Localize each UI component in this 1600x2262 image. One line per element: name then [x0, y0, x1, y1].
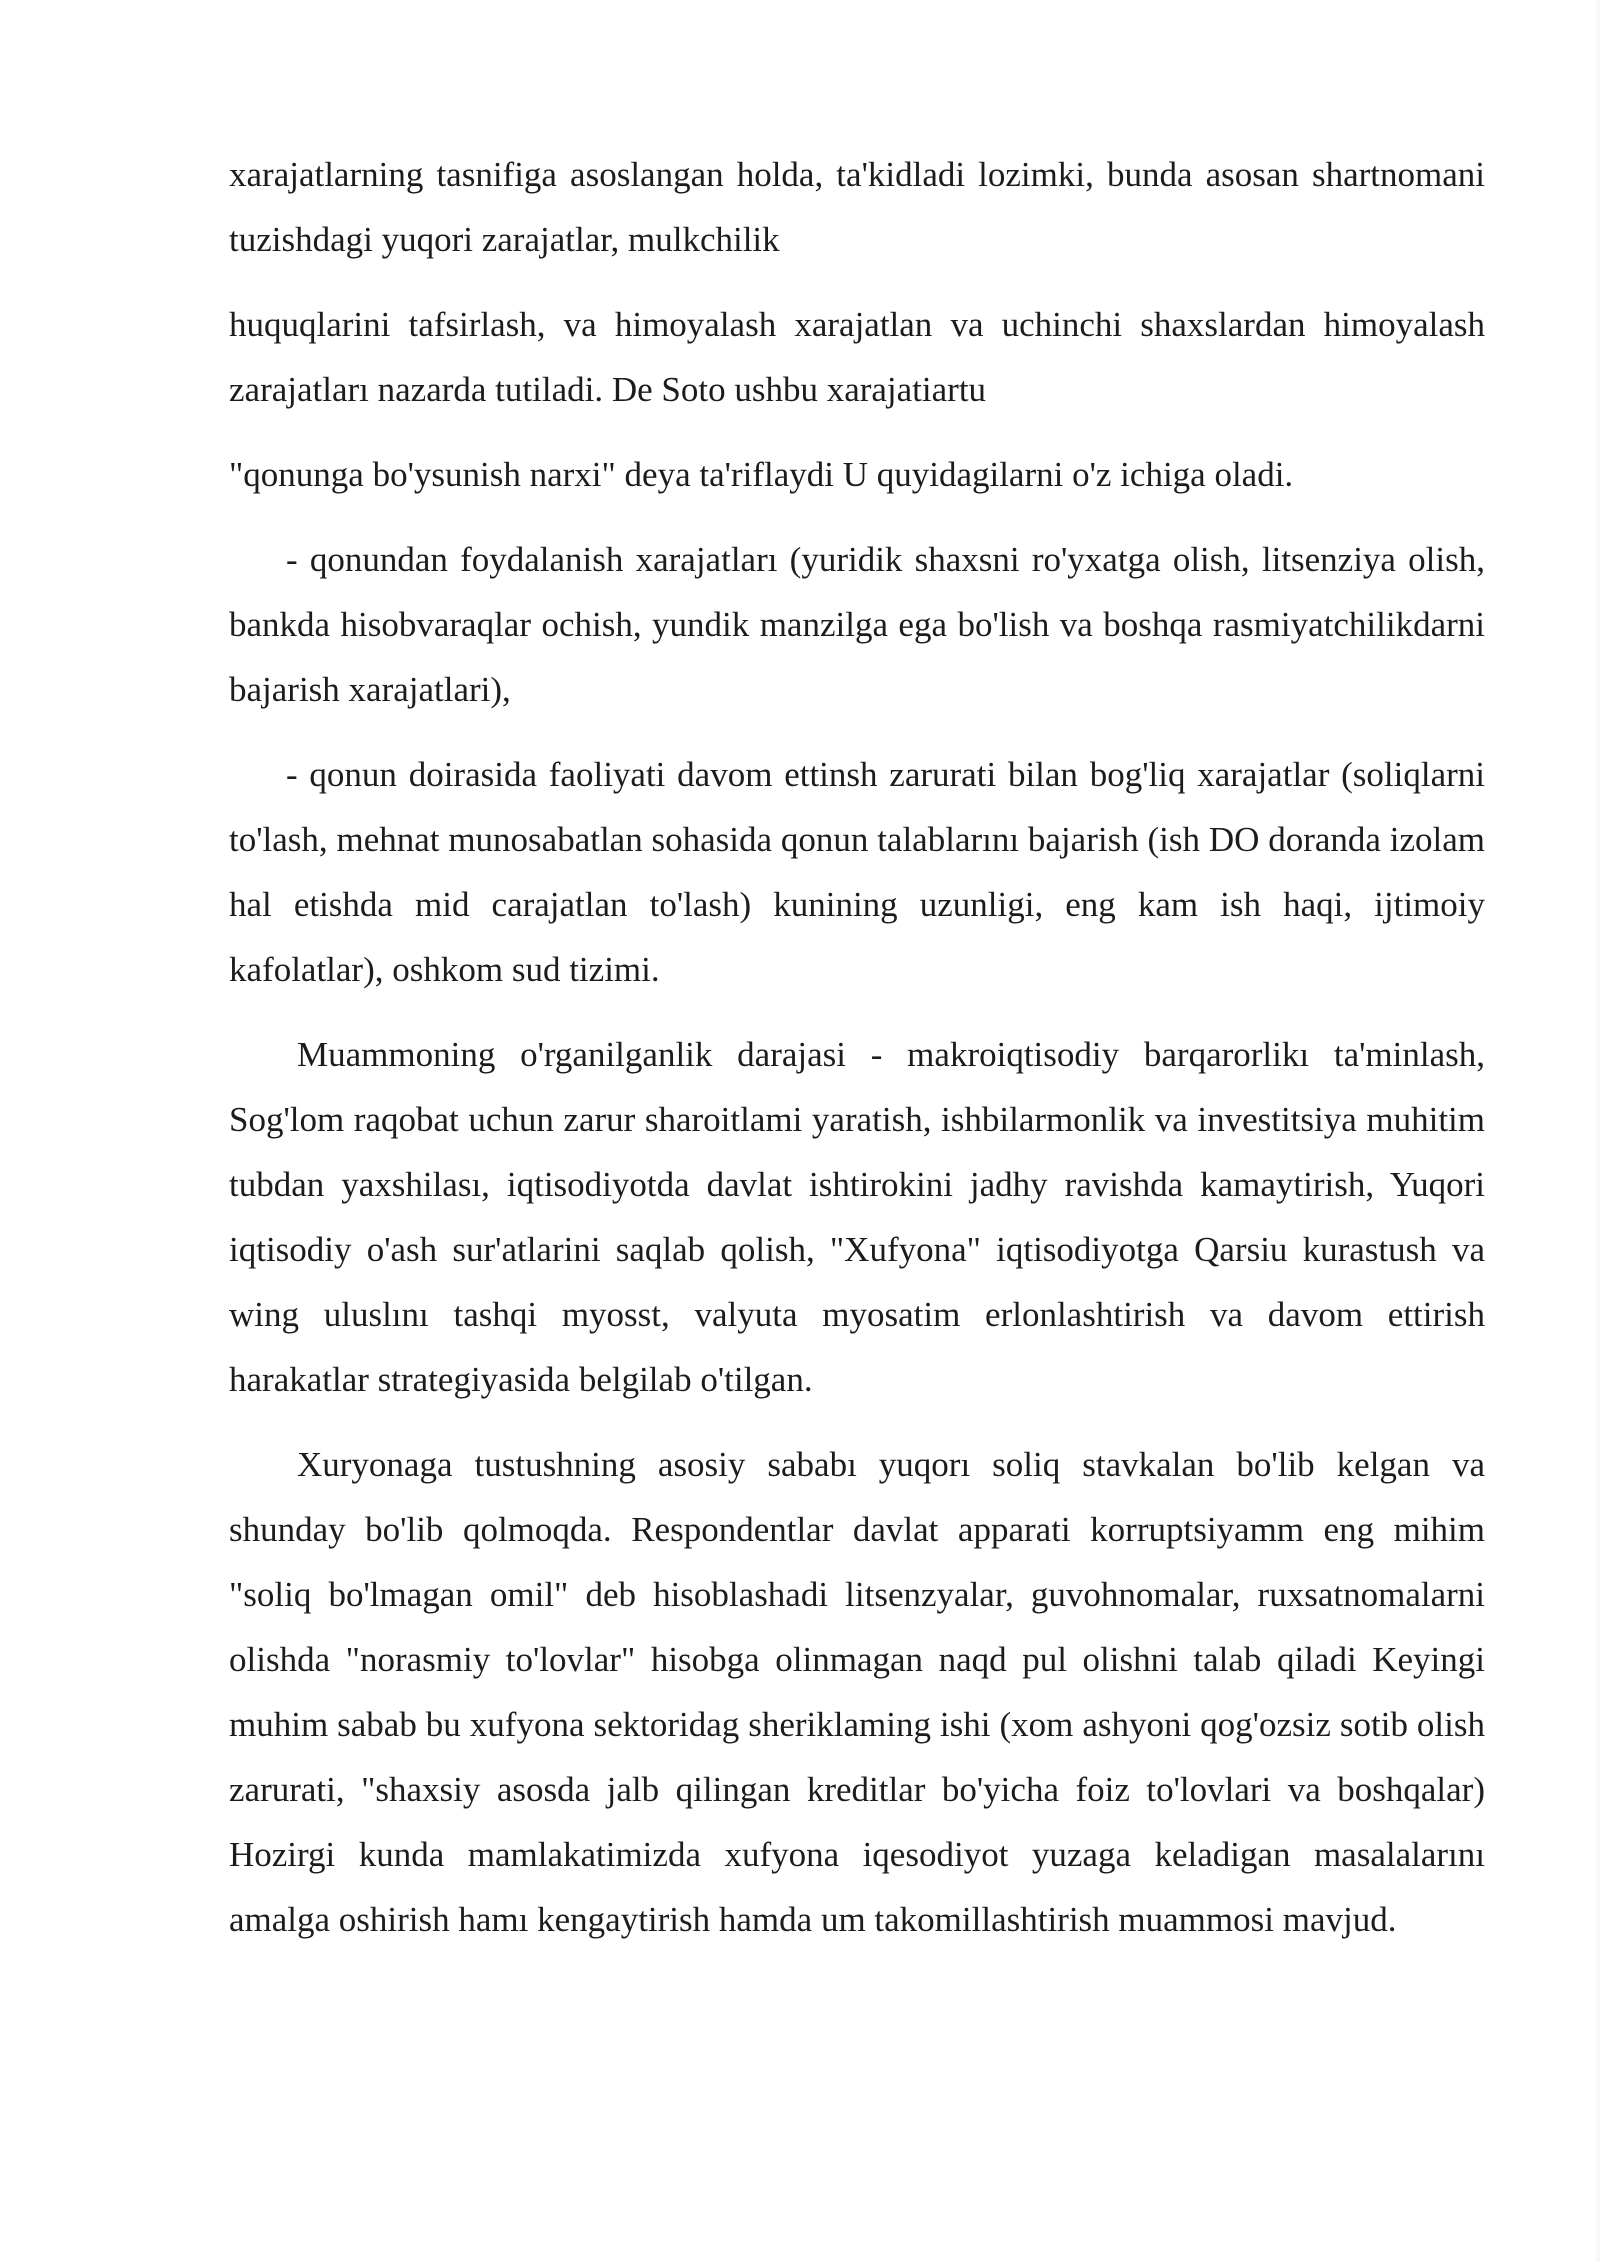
paragraph-7: Xuryonaga tustushning asosiy sababı yuqorı soliq stavkalan bo'lib kelgan va shunday bo'lib qolmoqda. Respondentlar davlat apparati korruptsiyamm eng mihim "soliq bo'lmagan omil" deb hisoblashadi litsenzyalar, guvohnomalar, ruxsatnomalarni olishda "norasmiy to'lovlar" hisobga olinmagan naqd pul olishni talab qiladi Keyingi muhim sabab bu xufyona sektoridag sheriklaming ishi (xom ashyoni qog'ozsiz sotib olish zarurati, "shaxsiy asosda jalb qilingan kreditlar bo'yicha foiz to'lovlari va boshqalar) Hozirgi kunda mamlakatimizda xufyona iqesodiyot yuzaga keladigan masalalarını amalga oshirish hamı kengaytirish hamda um takomillashtirish muammosi mavjud.: [229, 1445, 1485, 1939]
paragraph-6: Muammoning o'rganilganlik darajasi - makroiqtisodiy barqarorlikı ta'minlash, Sog'lom raqobat uchun zarur sharoitlami yaratish, ishbilarmonlik va investitsiya muhitim tubdan yaxshilası, iqtisodiyotda davlat ishtirokini jadhy ravishda kamaytirish, Yuqori iqtisodiy o'ash sur'atlarini saqlab qolish, "Xufyona" iqtisodiyotga Qarsiu kurastush va wing uluslını tashqi myosst, valyuta myosatim erlonlashtirish va davom ettirish harakatlar strategiyasida belgilab o'tilgan.: [229, 1035, 1485, 1399]
document-body: [229, 142, 1485, 1972]
paragraph-1: xarajatlarning tasnifiga asoslangan holda, ta'kidladi lozimki, bunda asosan shartnomani tuzishdagi yuqori zarajatlar, mulkchilik: [229, 155, 1485, 259]
paragraph-4-list-item: - qonundan foydalanish xarajatları (yuridik shaxsni ro'yxatga olish, litsenziya olish, bankda hisobvaraqlar ochish, yundik manzilga ega bo'lish va boshqa rasmiyatchilikdarni bajarish xarajatlari),: [229, 540, 1485, 709]
paragraph-5-list-item: - qonun doirasida faoliyati davom ettinsh zarurati bilan bog'liq xarajatlar (soliqlarni to'lash, mehnat munosabatlan sohasida qonun talablarını bajarish (ish DO doranda izolam hal etishda mid carajatlan to'lash) kunining uzunligi, eng kam ish haqi, ijtimoiy kafolatlar), oshkom sud tizimi.: [229, 755, 1485, 989]
paragraph-3: "qonunga bo'ysunish narxi" deya ta'riflaydi U quyidagilarni o'z ichiga oladi.: [229, 455, 1294, 494]
page-edge-shadow: [1594, 0, 1600, 2262]
paragraph-2: huquqlarini tafsirlash, va himoyalash xarajatlan va uchinchi shaxslardan himoyalash zarajatları nazarda tutiladi. De Soto ushbu xarajatiartu: [229, 305, 1485, 409]
